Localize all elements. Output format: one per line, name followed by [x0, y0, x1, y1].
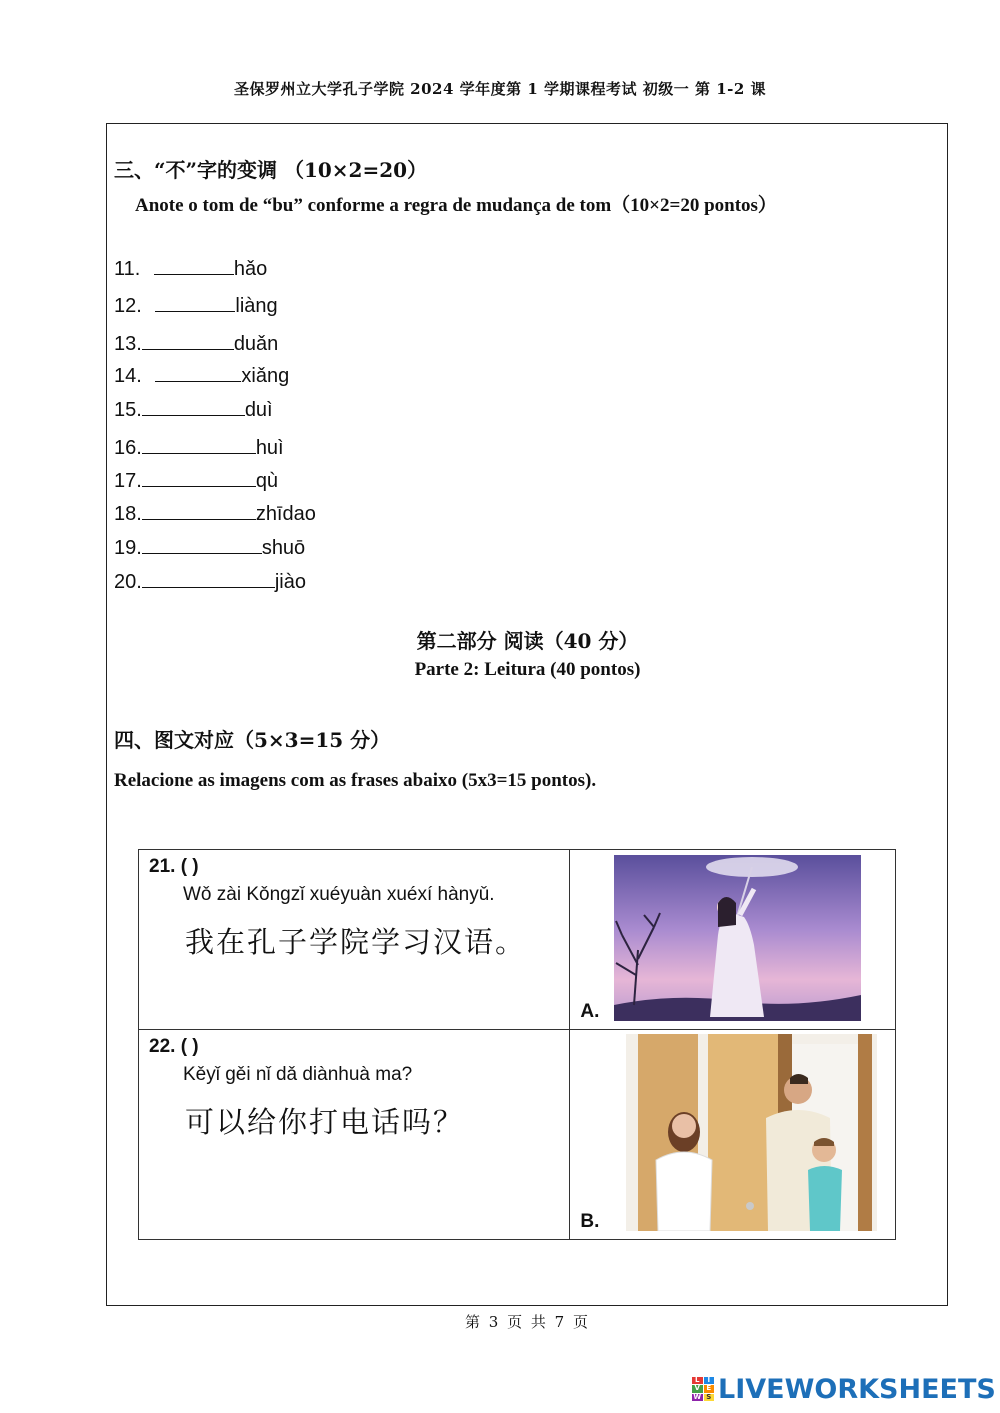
family-door-photo	[626, 1034, 877, 1231]
liveworksheets-brand[interactable]	[692, 1373, 996, 1405]
image-label-b: B.	[580, 1211, 600, 1232]
answer-blank-12[interactable]	[155, 293, 235, 312]
tone-item-13: 13. duǎn	[114, 333, 279, 355]
answer-blank-13[interactable]	[142, 331, 234, 350]
tone-item-12: 12. liàng	[114, 295, 278, 317]
answer-blank-18[interactable]	[142, 501, 256, 520]
pinyin-21: Wǒ zài Kǒngzǐ xuéyuàn xuéxí hànyǔ.	[183, 884, 495, 905]
answer-blank-19[interactable]	[142, 535, 262, 554]
matching-table	[138, 849, 896, 1240]
section3-title: 三、“不”字的变调 （10×2=20）	[114, 158, 428, 182]
part2-title-pt: Parte 2: Leitura (40 pontos)	[414, 659, 641, 680]
woman-umbrella-photo	[614, 855, 861, 1021]
hanzi-21: 我在孔子学院学习汉语。	[185, 925, 527, 959]
tone-item-16: 16. huì	[114, 437, 284, 459]
answer-blank-11[interactable]	[154, 256, 234, 275]
answer-blank-14[interactable]	[155, 363, 241, 382]
tone-item-19: 19. shuō	[114, 537, 306, 559]
tone-item-15: 15. duì	[114, 399, 273, 421]
answer-blank-15[interactable]	[142, 397, 245, 416]
page-footer: 第 3 页 共 7 页	[465, 1313, 590, 1331]
table-row	[139, 1030, 896, 1240]
pinyin-22: Kěyǐ gěi nǐ dǎ diànhuà ma?	[183, 1064, 413, 1085]
liveworksheets-logo-icon: L I V E W S	[692, 1377, 714, 1401]
tone-item-18: 18. zhīdao	[114, 503, 316, 525]
answer-blank-20[interactable]	[142, 569, 275, 588]
image-cell-a	[570, 850, 896, 1030]
question-number-21[interactable]: 21. ( )	[149, 856, 199, 877]
image-label-a: A.	[580, 1001, 600, 1022]
tone-item-11: 11. hǎo	[114, 258, 268, 280]
sentence-cell-22	[139, 1030, 570, 1240]
brand-text: LIVEWORKSHEETS	[718, 1373, 996, 1405]
section4-title: 四、图文对应（5×3=15 分）	[114, 728, 391, 752]
exam-header: 圣保罗州立大学孔子学院 2024 学年度第 1 学期课程考试 初级一 第 1-2 课	[233, 80, 767, 98]
part2-title-cn: 第二部分 阅读（40 分）	[416, 629, 639, 653]
section3-instruction: Anote o tom de “bu” conforme a regra de mudança de tom（10×2=20 pontos）	[135, 195, 777, 216]
sentence-cell-21	[139, 850, 570, 1030]
tone-item-14: 14. xiǎng	[114, 365, 290, 387]
tone-item-20: 20. jiào	[114, 571, 306, 593]
table-row	[139, 850, 896, 1030]
answer-blank-17[interactable]	[142, 468, 256, 487]
answer-blank-16[interactable]	[142, 435, 256, 454]
question-number-22[interactable]: 22. ( )	[149, 1036, 199, 1057]
image-cell-b	[570, 1030, 896, 1240]
section4-instruction: Relacione as imagens com as frases abaixo (5x3=15 pontos).	[114, 770, 597, 791]
tone-item-17: 17. qù	[114, 470, 279, 492]
hanzi-22: 可以给你打电话吗？	[185, 1105, 465, 1139]
